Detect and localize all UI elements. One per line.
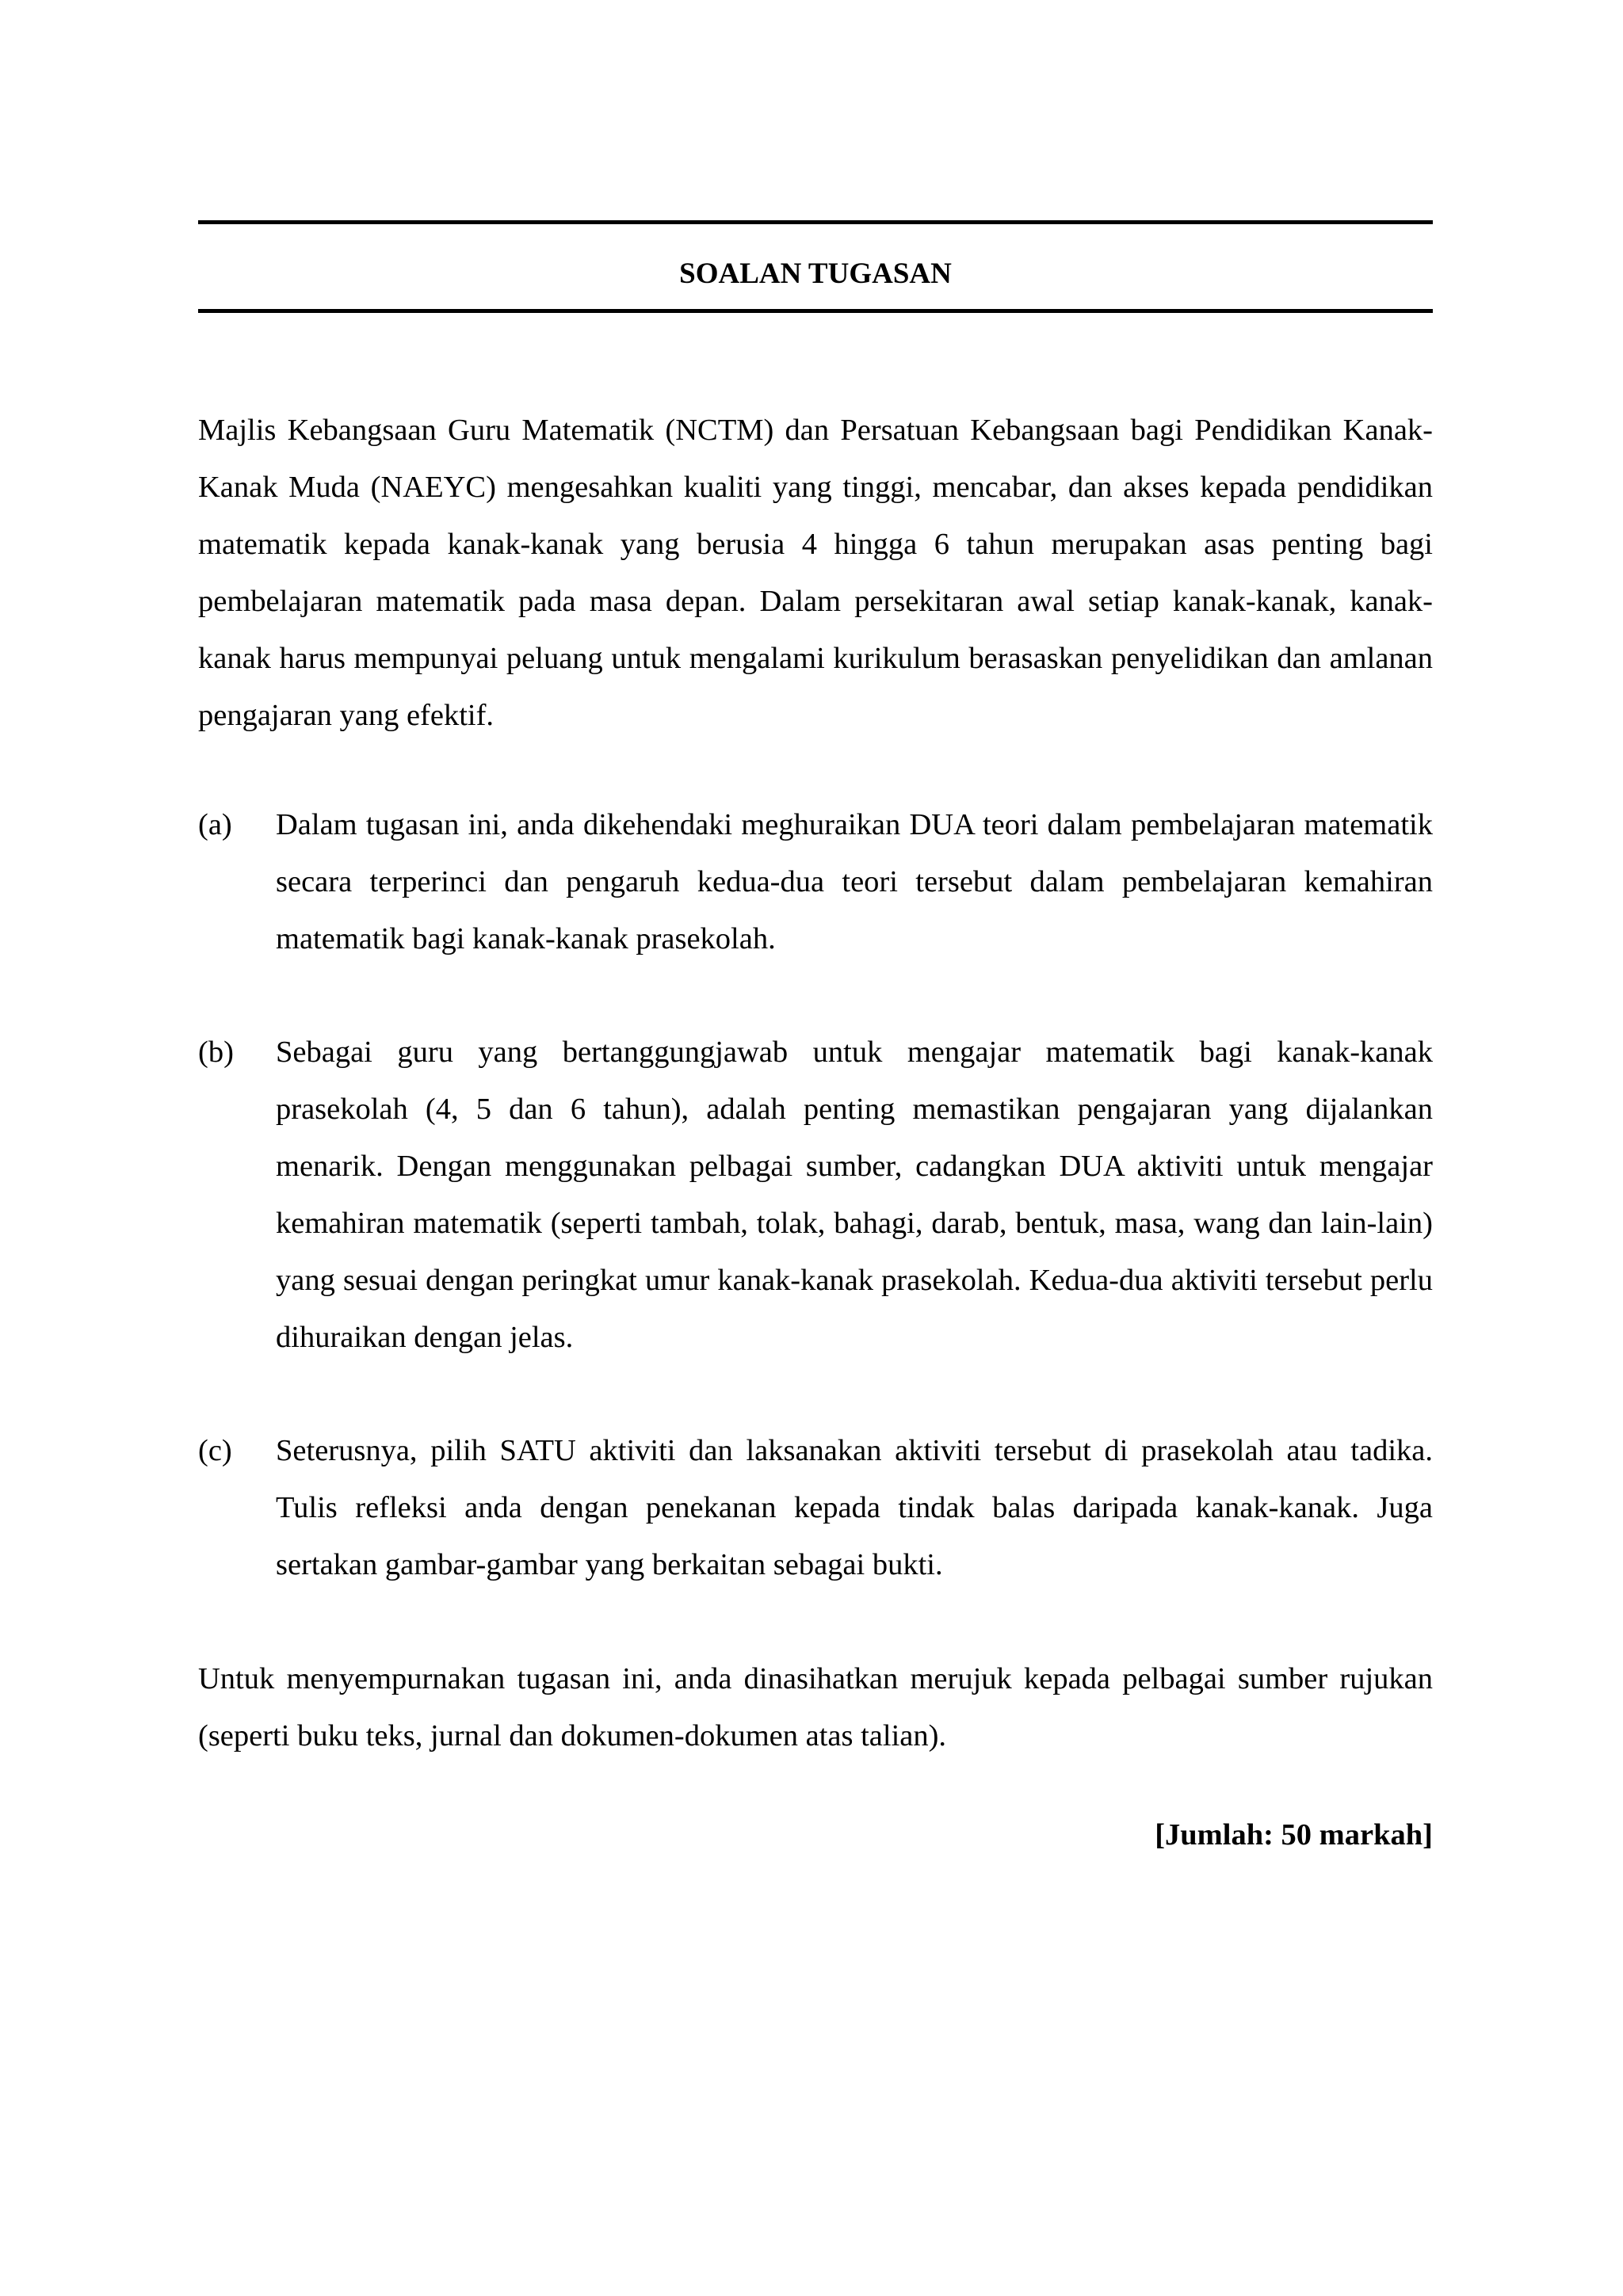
total-marks: [Jumlah: 50 markah]	[1155, 1818, 1433, 1852]
question-a-label: (a)	[198, 808, 232, 841]
question-c-text: Seterusnya, pilih SATU aktiviti dan laksanakan aktiviti tersebut di prasekolah atau tadika. Tulis refleksi anda dengan penekanan kepada tindak balas daripada kanak-kanak. Juga sertakan gambar-gambar yang berkaitan sebagai bukti.	[276, 1434, 1433, 1581]
question-b-label: (b)	[198, 1035, 234, 1069]
question-a-text: Dalam tugasan ini, anda dikehendaki meghuraikan DUA teori dalam pembelajaran matematik secara terperinci dan pengaruh kedua-dua teori tersebut dalam pembelajaran kemahiran matematik bagi kanak-kanak prasekolah.	[276, 808, 1433, 955]
question-a	[198, 796, 1433, 967]
question-b	[198, 1024, 1433, 1366]
question-c	[198, 1422, 1433, 1593]
closing-paragraph: Untuk menyempurnakan tugasan ini, anda dinasihatkan merujuk kepada pelbagai sumber rujukan (seperti buku teks, jurnal dan dokumen-dokumen atas talian).	[198, 1662, 1433, 1753]
question-b-text: Sebagai guru yang bertanggungjawab untuk mengajar matematik bagi kanak-kanak prasekolah (4, 5 dan 6 tahun), adalah penting memastikan pengajaran yang dijalankan menarik. Dengan menggunakan pelbagai sumber, cadangkan DUA aktiviti untuk mengajar kemahiran matematik (seperti tambah, tolak, bahagi, darab, bentuk, masa, wang dan lain-lain) yang sesuai dengan peringkat umur kanak-kanak prasekolah. Kedua-dua aktiviti tersebut perlu dihuraikan dengan jelas.	[276, 1035, 1433, 1354]
document-page	[198, 0, 1433, 2296]
question-c-label: (c)	[198, 1434, 232, 1467]
title-bottom-rule	[198, 309, 1433, 313]
intro-paragraph: Majlis Kebangsaan Guru Matematik (NCTM) dan Persatuan Kebangsaan bagi Pendidikan Kanak-Kanak Muda (NAEYC) mengesahkan kualiti yang tinggi, mencabar, dan akses kepada pendidikan matematik kepada kanak-kanak yang berusia 4 hingga 6 tahun merupakan asas penting bagi pembelajaran matematik pada masa depan. Dalam persekitaran awal setiap kanak-kanak, kanak-kanak harus mempunyai peluang untuk mengalami kurikulum berasaskan penyelidikan dan amlanan pengajaran yang efektif.	[198, 414, 1433, 732]
title-top-rule	[198, 220, 1433, 224]
document-title: SOALAN TUGASAN	[679, 257, 952, 290]
